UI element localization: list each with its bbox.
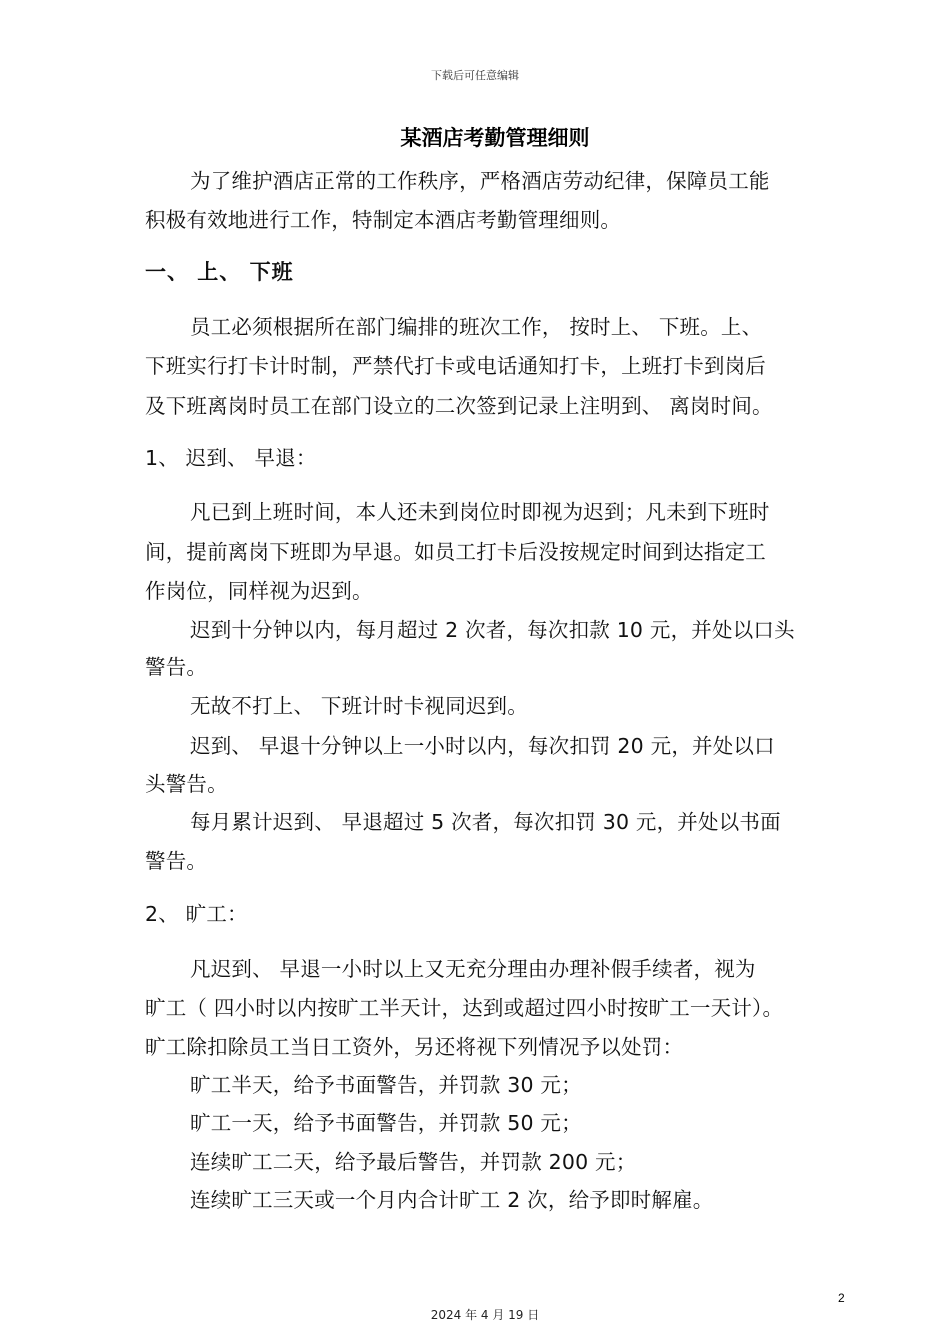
- paragraph-line: 及下班离岗时员工在部门设立的二次签到记录上注明到、 离岗时间。: [145, 394, 773, 418]
- rule-line: 旷工半天，给予书面警告，并罚款 30 元；: [190, 1073, 582, 1097]
- paragraph-line: 间，提前离岗下班即为早退。如员工打卡后没按规定时间到达指定工: [145, 540, 766, 564]
- item-heading: 2、 旷工：: [145, 902, 248, 926]
- section-heading: 一、 上、 下班: [145, 260, 294, 284]
- document-title: 某酒店考勤管理细则: [400, 126, 590, 150]
- rule-line: 警告。: [145, 655, 208, 679]
- paragraph-line: 作岗位，同样视为迟到。: [145, 579, 373, 603]
- paragraph-line: 员工必须根据所在部门编排的班次工作， 按时上、 下班。上、: [190, 315, 763, 339]
- paragraph-line: 旷工（ 四小时以内按旷工半天计，达到或超过四小时按旷工一天计）。: [145, 996, 784, 1020]
- page-footer-date: 2024 年 4 月 19 日: [430, 1308, 540, 1322]
- paragraph-line: 凡已到上班时间，本人还未到岗位时即视为迟到；凡未到下班时: [190, 500, 770, 524]
- rule-line: 连续旷工三天或一个月内合计旷工 2 次，给予即时解雇。: [190, 1188, 714, 1212]
- intro-line: 积极有效地进行工作，特制定本酒店考勤管理细则。: [145, 208, 622, 232]
- page-number: 2: [838, 1291, 845, 1305]
- paragraph-line: 下班实行打卡计时制，严禁代打卡或电话通知打卡，上班打卡到岗后: [145, 354, 766, 378]
- item-heading: 1、 迟到、 早退：: [145, 446, 317, 470]
- rule-line: 旷工一天，给予书面警告，并罚款 50 元；: [190, 1111, 582, 1135]
- rule-line: 头警告。: [145, 772, 228, 796]
- rule-line: 迟到十分钟以内，每月超过 2 次者，每次扣款 10 元，并处以口头: [190, 618, 795, 642]
- paragraph-line: 旷工除扣除员工当日工资外，另还将视下列情况予以处罚：: [145, 1035, 684, 1059]
- page-header: 下载后可任意编辑: [431, 69, 519, 82]
- rule-line: 迟到、 早退十分钟以上一小时以内，每次扣罚 20 元，并处以口: [190, 734, 775, 758]
- rule-line: 无故不打上、 下班计时卡视同迟到。: [190, 694, 528, 718]
- rule-line: 警告。: [145, 849, 208, 873]
- intro-line: 为了维护酒店正常的工作秩序，严格酒店劳动纪律，保障员工能: [190, 169, 770, 193]
- paragraph-line: 凡迟到、 早退一小时以上又无充分理由办理补假手续者，视为: [190, 957, 756, 981]
- rule-line: 连续旷工二天，给予最后警告，并罚款 200 元；: [190, 1150, 637, 1174]
- rule-line: 每月累计迟到、 早退超过 5 次者，每次扣罚 30 元，并处以书面: [190, 810, 781, 834]
